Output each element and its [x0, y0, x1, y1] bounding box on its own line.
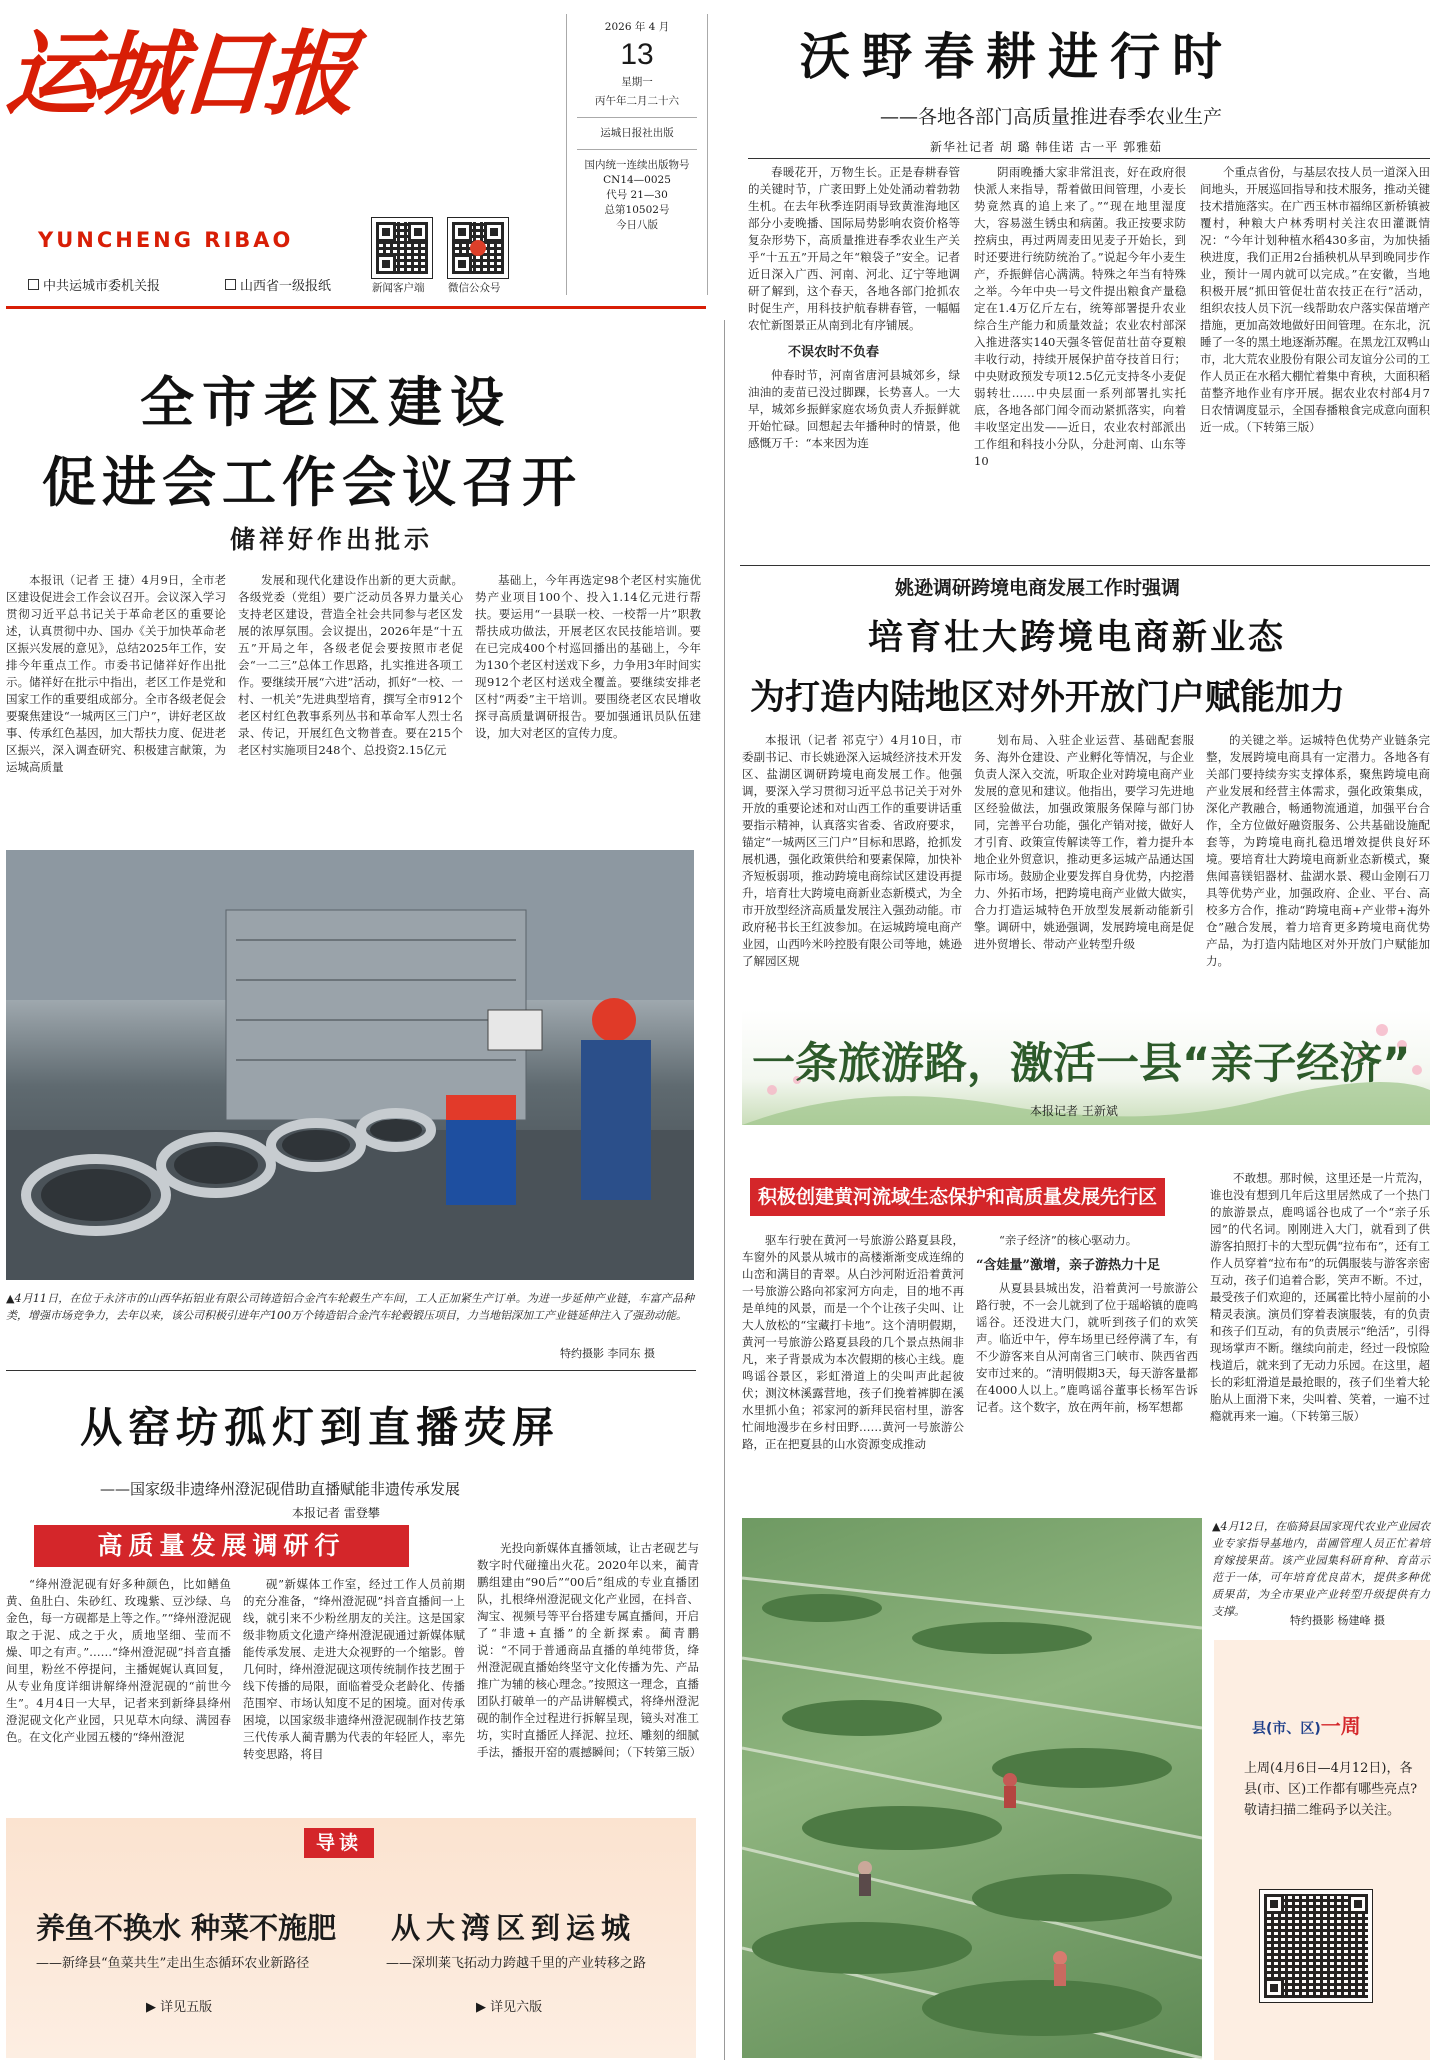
lead-column-3: 个重点省份，与基层农技人员一道深入田间地头，开展巡回指导和技术服务，推动关键技术措施落实。在广西玉林市福绵区新桥镇被覆村，种粮大户林秀明村关注农田灌溉情况：“今年计划种植水稻430多亩，为加快插秧进度，我们正用2台插秧机从早到晚同步作业，预计一周内就可以完成。”在安徽，当地积极开展“抓田管促壮苗农技正在行”活动，组织农技人员下沉一线帮助农户落实保苗增产措施，更加高效地做好田间管理。在东北，沉睡了一冬的黑土地逐渐苏醒。在黑龙江双鸭山市，北大荒农业股份有限公司友谊分公司的工作人员正在水稻大棚忙着集中育秧，大面积稻苗整齐地作业有序开展。据农业农村部4月7日农情调度显示，全国春播粮食完成意向面积近一成。（下转第三版）	[1200, 165, 1430, 434]
ecom-kicker: 姚逊调研跨境电商发展工作时强调	[895, 577, 1181, 599]
masthead-tag-text: 中共运城市委机关报	[43, 279, 161, 294]
ecom-title-line-2: 为打造内陆地区对外开放门户赋能加力	[750, 678, 1346, 718]
ecom-column-1: 本报讯（记者 祁克宁）4月10日，市委副书记、市长姚逊深入运城经济技术开发区、盐湖区调研跨境电商发展工作。他强调，要深入学习贯彻习近平总书记关于对外开放的重要论述和对山西工作的重要讲话重要指示精神，认真落实省委、省政府要求，锚定“一城两区三门户”目标和思路，抢抓发展机遇，强化政策供给和要素保障，加快补齐短板弱项，推动跨境电商综试区建设再提升，培育壮大跨境电商新业态新模式，为全市开放型经济高质量发展注入强劲动能。市政府秘书长王红波参加。在运城跨境电商产业园，山西吟米吟控股有限公司等地，姚逊了解园区规	[742, 733, 962, 968]
weekly-text: 上周(4月6日—4月12日)，各县(市、区)工作都有哪些亮点? 敬请扫描二维码予以关注。	[1244, 1761, 1418, 1818]
date-weekday: 星期一	[621, 76, 653, 88]
guide-item-2-page: 详见六版	[490, 2000, 543, 2015]
tour-column-1: 驱车行驶在黄河一号旅游公路夏县段，车窗外的风景从城市的高楼渐渐变成连绵的山峦和满目的青翠。从白沙河附近沿着黄河一号旅游公路向祁家河方向走，目的地不再是单纯的风景，而是一个个让孩子尖叫、让大人放松的“宝藏打卡地”。这个清明假期，黄河一号旅游公路夏县段的几个景点热闹非凡，来子背景成为本次假期的核心主线。鹿鸣谣谷景区，彩虹滑道上的尖叫声此起彼伏；测汶林溪露营地，孩子们挽着裤脚在溪水里抓小鱼；祁家河的新拜民宿村里，游客忙闹地漫步在乡村田野……黄河一号旅游公路，正在把夏县的山水资源变成推动	[742, 1233, 964, 1451]
serial-pages: 今日八版	[616, 219, 658, 231]
wechat-qr-code[interactable]	[448, 218, 508, 278]
factory-illustration	[6, 850, 694, 1280]
guide-item-1-subtitle: ——新绛县“鱼菜共生”走出生态循环农业新路径	[36, 1956, 310, 1971]
guide-box	[6, 1818, 696, 2058]
masthead-tag-text: 山西省一级报纸	[240, 279, 332, 294]
weekly-badge-right: 一周	[1320, 1714, 1361, 1738]
factory-photo-credit: 特约摄影 李同东 摄	[560, 1347, 655, 1360]
serial-cn: CN14—0025	[603, 174, 671, 186]
lead-subtitle: ——各地各部门高质量推进春季农业生产	[880, 106, 1223, 128]
guide-item-2-subtitle: ——深圳莱飞拓动力跨越千里的产业转移之路	[386, 1956, 647, 1971]
guide-item-1-title: 养鱼不换水 种菜不施肥	[36, 1911, 337, 1945]
lead-byline: 新华社记者 胡 璐 韩佳诺 古一平 郭雅茹	[930, 140, 1163, 154]
triangle-right-icon: ▶	[476, 2000, 486, 2015]
tour-byline: 本报记者 王新斌	[1030, 1104, 1118, 1118]
app-qr-code[interactable]	[372, 218, 432, 278]
heritage-column-3: 光投向新媒体直播领域，让古老砚艺与数字时代碰撞出火花。2020年以来，蔺青鹏组建由“90后”“00后”组成的专业直播团队，扎根绛州澄泥砚文化产业园，在抖音、淘宝、视频号等平台搭建专属直播间，开启了“非遗+直播”的全新探索。蔺青鹏说：“不同于普通商品直播的单纯带货，绛州澄泥砚直播始终坚守文化传播为先、产品推广为辅的核心理念。”按照这一理念，直播团队打破单一的产品讲解模式，将绛州澄泥砚的制作全过程进行拆解呈现，镜头对准工坊，实时直播匠人择泥、拉坯、雕刻的细腻手法，播报开窑的震撼瞬间；（下转第三版）	[477, 1541, 702, 1759]
guide-item-1-page: 详见五版	[160, 2000, 213, 2015]
lead-column-2: 阴雨晚播大家非常沮丧，好在政府很快派人来指导，帮着做田间管理，小麦长势竟然真的追上来了。”“现在地里湿度大，容易滋生锈虫和病菌。我正按要求防控病虫，再过两周麦田见麦子开始长，到时还要进行统防统治了。”说起今年小麦生产，乔振鲜信心满满。特殊之年当有特殊之举。今年中央一号文件提出粮食产量稳定在1.4万亿斤左右，统筹部署提升农业综合生产能力和质量效益；农业农村部深入推进落实140天强冬管促苗壮苗夺夏粮丰收行动，持续开展保护苗夺技首日行；中央财政预发专项12.5亿元支持冬小麦促弱转壮……中央层面一系列部署扎实托底，各地各部门闻令而动紧抓落实，向着丰收坚定出发——近日，农业农村部派出工作组和科技小分队，分赴河南、山东等10	[974, 165, 1186, 468]
guide-item-2-title: 从大湾区到运城	[391, 1911, 637, 1945]
weekly-qr-code[interactable]	[1260, 1890, 1372, 2002]
masthead-date-box	[566, 14, 708, 295]
weekly-badge	[1252, 1710, 1392, 1742]
tour-column-3: 不敢想。那时候，这里还是一片荒沟，谁也没有想到几年后这里居然成了一个热门的旅游景点，鹿鸣谣谷也成了一个“亲子乐园”的代名词。刚刚进入大门，就看到了供游客拍照打卡的大型玩偶“拉布布”，还有工作人员穿着“拉布布”的玩偶服装与游客亲密互动，孩子们追着合影，笑声不断。不过，最受孩子们欢迎的，还属霍比特小屋前的小精灵表演。演员们穿着表演服装，有的负责和孩子们互动，有的负责展示“绝活”，引得现场掌声不断。继续向前走，经过一段惊险栈道后，就来到了无动力乐园。在这里，超长的彩虹滑道是最抢眼的，孩子们坐着大轮胎从上面滑下来，尖叫着、笑着，一遍不过瘾就再来一遍。（下转第三版）	[1210, 1171, 1430, 1423]
tour-subhead: “含娃量”激增，亲子游热力十足	[976, 1258, 1160, 1273]
conf-column-3: 基础上，今年再选定98个老区村实施优势产业项目100个、投入1.14亿元进行帮扶。要运用“一县联一校、一校帮一片”职教帮扶成功做法，开展老区农民技能培训。要在已完成400个村巡回播出的基础上，今年为130个老区村送戏下乡，力争用3年时间实现912个老区村送戏全覆盖。要继续安排老区村“两委”主干培训。要围绕老区农民增收探寻高质量调研报告。要加强通讯员队伍建设，加大对老区的宣传力度。	[475, 573, 701, 740]
orchard-photo-caption: ▲4月12日，在临猗县国家现代农业产业园农业专家指导基地内，苗圃管理人员正忙着培育嫁接果苗。该产业园集科研育种、育苗示范于一体，可年培育优良苗木，提供多种优质果苗，为全市果业产业转型升级提供有力支撑。	[1212, 1520, 1430, 1618]
lead-title: 沃野春耕进行时	[800, 28, 1234, 86]
conf-title-line-1: 全市老区建设	[140, 371, 512, 434]
weekly-box	[1214, 1640, 1430, 2060]
conf-subtitle: 储祥好作出批示	[230, 525, 434, 554]
guide-label: 导读	[304, 1828, 374, 1858]
conf-column-1: 本报讯（记者 王 捷）4月9日，全市老区建设促进会工作会议召开。会议深入学习贯彻习近平总书记关于革命老区的重要论述，认真贯彻中办、国办《关于加快革命老区振兴发展的意见》，总结2025年工作，安排今年重点工作。市委书记储祥好作出批示。储祥好在批示中指出，老区工作是党和国家工作的重要组成部分。全市各级老促会要聚焦建设“一城两区三门户”，讲好老区故事、传承红色基因，加大帮扶力度、促进老区振兴，深入调查研究、积极建言献策，为运城高质量	[6, 573, 226, 774]
publisher: 运城日报社出版	[600, 127, 674, 139]
date-lunar: 丙午年二月二十六	[595, 95, 679, 107]
wechat-logo-icon	[470, 240, 486, 256]
tour-column-2: “亲子经济”的核心驱动力。 “含娃量”激增，亲子游热力十足 从夏县县城出发，沿着黄河一号旅游公路行驶，不一会儿就到了位于瑶峪镇的鹿鸣谣谷。还没进大门，就听到孩子们的欢笑声。临近中午，停车场里已经停满了车，有不少游客来自从河南省三门峡市、陕西省西安市过来的。“清明假期3天，每天游客量都在4000人以上。”鹿鸣谣谷董事长杨军告诉记者。这个数字，放在两年前，杨军想都	[976, 1233, 1198, 1414]
app-qr-label: 新闻客户端	[372, 282, 425, 294]
heritage-column-2: 砚”新媒体工作室，经过工作人员前期的充分准备，“绛州澄泥砚”抖音直播间一上线，就引来不少粉丝朋友的关注。这是国家级非物质文化遗产绛州澄泥砚通过新媒体赋能传承发展、走进大众视野的一个缩影。曾几何时，绛州澄泥砚这项传统制作技艺囿于线下传播的局限，面临着受众老龄化、传播范围窄、市场认知度不足的困境。面对传承困境，以国家级非遗绛州澄泥砚制作技艺第三代传承人蔺青鹏为代表的年轻匠人，率先转变思路，将目	[243, 1577, 465, 1761]
ecom-title-line-1: 培育壮大跨境电商新业态	[868, 618, 1287, 658]
square-bullet-icon	[28, 279, 39, 290]
heritage-subtitle: ——国家级非遗绛州澄泥砚借助直播赋能非遗传承发展	[100, 1480, 461, 1498]
weekly-badge-left: 县(市、区)	[1252, 1721, 1321, 1737]
triangle-right-icon: ▶	[146, 2000, 156, 2015]
tour-title: 一条旅游路，激活一县“亲子经济”	[752, 1039, 1411, 1089]
date-day: 13	[620, 38, 654, 71]
heritage-title: 从窑坊孤灯到直播荧屏	[80, 1403, 561, 1452]
heritage-column-1: “绛州澄泥砚有好多种颜色，比如鳝鱼黄、鱼肚白、朱砂红、玫瑰紫、豆沙绿、乌金色，每一方砚都是上等之作。”“绛州澄泥砚取之于泥、成之于火，质地坚细、莹而不燥、叩之有声。”……“绛州澄泥砚”抖音直播间里，粉丝不停提问，主播娓娓认真回复，从专业角度详细讲解绛州澄泥砚的“前世今生”。4月4日一大早，记者来到新绛县绛州澄泥砚文化产业园，只见草木向绿、满园春色。在文化产业园五楼的“绛州澄泥	[6, 1577, 231, 1744]
square-bullet-icon	[225, 279, 236, 290]
ecom-column-2: 划布局、入驻企业运营、基础配套服务、海外仓建设、产业孵化等情况，与企业负责人深入交流，听取企业对跨境电商产业发展的意见和建议。他指出，要学习先进地区经验做法，加强政策服务保障与部门协同，完善平台功能，强化产销对接，做好人才引育、政策宣传解读等工作，着力提升本地企业外贸意识，推动更多运城产品通达国际市场。鼓励企业要发挥自身优势，内挖潜力、外拓市场，把跨境电商产业做大做实，合力打造运城特色开放型发展新动能新引擎。调研中，姚逊强调，发展跨境电商是促进外贸增长、带动产业转型升级	[974, 733, 1194, 951]
conf-title-line-2: 促进会工作会议召开	[42, 451, 582, 514]
orchard-illustration	[742, 1518, 1202, 2058]
factory-photo-caption: ▲4月11日，在位于永济市的山西华拓铝业有限公司铸造铝合金汽车轮毂生产车间，工人正加紧生产订单。为进一步延伸产业链，车富产品种类，增强市场竞争力，去年以来，该公司积极引进年产100万个铸造铝合金汽车轮毂锻压项目，力当地铝深加工产业链延伸注入了强劲动能。	[6, 1292, 694, 1322]
lead-subhead: 不误农时不负春	[788, 345, 880, 360]
serial-code: 代号 21—30	[606, 189, 668, 201]
serial-label: 国内统一连续出版物号	[584, 159, 690, 171]
heritage-section-label: 高质量发展调研行	[34, 1525, 409, 1567]
orchard-photo	[742, 1518, 1202, 2058]
serial-issue: 总第10502号	[604, 204, 670, 216]
factory-photo	[6, 850, 694, 1280]
conf-column-2: 发展和现代化建设作出新的更大贡献。各级党委（党组）要广泛动员各界力量关心支持老区建设，营造全社会共同参与老区发展的浓厚氛围。会议提出，2026年是“十五五”开局之年，各级老促会要按照市老促会“一二三”总体工作思路，扎实推进各项工作。要继续开展“六进”活动，抓好“一校、一村、一机关”先进典型培育，撰写全市912个老区村红色教事系列丛书和革命军人烈士名录、传记，开展红色文物普查。要在215个老区村实施项目248个、总投资2.15亿元	[238, 573, 463, 757]
lead-column-1: 春暖花开，万物生长。正是春耕春管的关键时节，广袤田野上处处涌动着勃勃生机。在去年秋季连阴雨导致黄淮海地区部分小麦晚播、国际局势影响农资价格等复杂形势下，高质量推进春季农业生产关乎“十五五”开局之年“粮袋子”安全。记者近日深入广西、河南、河北、辽宁等地调研了解到，这个春天，各地各部门抢抓农时促生产，用科技护航春耕春管，一幅幅农忙新图景正从南到北有序铺展。 不误农时不负春 仲春时节，河南省唐河县城郊乡，绿油油的麦苗已没过脚踝，长势喜人。一大早，城郊乡振鲜家庭农场负责人乔振鲜就开始忙碌。回想起去年播种时的情景，他感慨万千：“本来因为连	[748, 165, 960, 450]
orchard-photo-credit: 特约摄影 杨建峰 摄	[1290, 1614, 1385, 1627]
masthead-tag-1	[28, 275, 160, 294]
masthead-tag-2	[225, 275, 331, 294]
masthead-logo: 运城日报	[2, 21, 354, 128]
guide-item-2-link[interactable]	[476, 1996, 542, 2015]
tour-section-label: 积极创建黄河流域生态保护和高质量发展先行区	[750, 1178, 1165, 1216]
masthead-pinyin: YUNCHENG RIBAO	[38, 228, 294, 252]
wechat-qr-label: 微信公众号	[448, 282, 501, 294]
guide-item-1-link[interactable]	[146, 1996, 212, 2015]
date-line: 2026 年 4 月	[604, 21, 670, 33]
ecom-column-3: 的关键之举。运城特色优势产业链条完整，发展跨境电商具有一定潜力。各地各有关部门要持续夯实支撑体系，聚焦跨境电商产业发展和经营主体需求，强化政策集成，深化产教融合，畅通物流通道，加强平台合作，全方位做好融资服务、公共基础设施配套等，为跨境电商扎稳迅增效提供良好环境。要培育壮大跨境电商新业态新模式，聚焦闻喜镁铝器材、盐湖水景、稷山金刚石刀具等优势产业，加强政府、企业、平台、高校多方合作，推动“跨境电商+产业带+海外仓”融合发展，着力培育更多跨境电商优势产品，为打造内陆地区对外开放门户赋能加力。	[1206, 733, 1430, 968]
heritage-byline: 本报记者 雷登攀	[292, 1506, 380, 1520]
